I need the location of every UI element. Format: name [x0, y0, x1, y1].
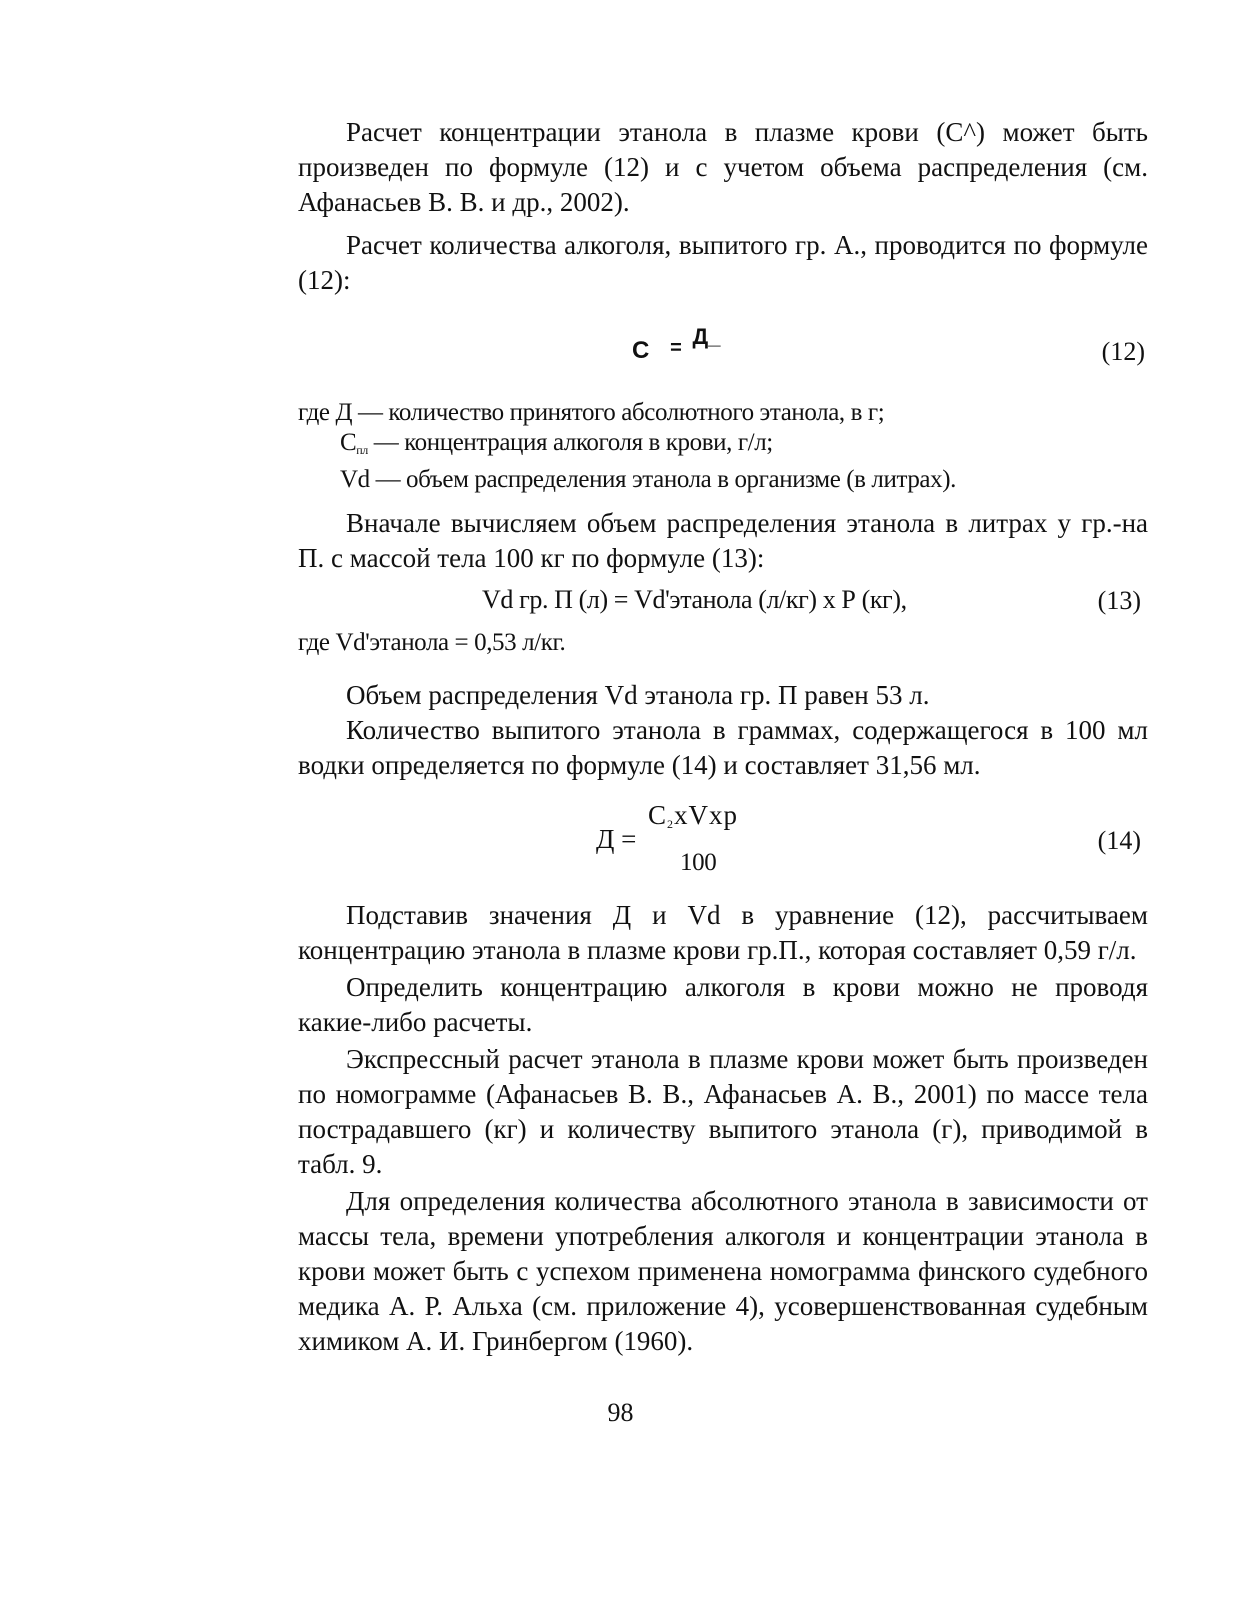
- equation-number-12: (12): [1101, 337, 1145, 366]
- definitions: [298, 398, 1148, 495]
- definition-cpl-symbol: С: [340, 429, 357, 456]
- definition-vd: Vd — объем распределения этанола в организме (в литрах).: [340, 466, 956, 493]
- formula-14-sub: 2: [667, 817, 675, 831]
- formula-14-c: С: [648, 800, 668, 830]
- page-number: 98: [607, 1398, 634, 1427]
- paragraph-substitution: Подставив значения Д и Vd в уравнение (12), рассчитываем концентрацию этанола в плазме крови гр.П., которая составляет 0,59 г/л.: [298, 900, 1148, 965]
- paragraph-block-1: [298, 115, 1148, 298]
- paragraph-block-2: [298, 506, 1148, 576]
- paragraph-no-calc: Определить концентрацию алкоголя в крови можно не проводя какие-либо расчеты.: [298, 972, 1148, 1037]
- paragraph-alcohol-amount: Расчет количества алкоголя, выпитого гр. А., проводится по формуле (12):: [298, 230, 1148, 295]
- formula-14-denominator: 100: [680, 849, 717, 876]
- definition-d: где Д — количество принятого абсолютного этанола, в г;: [298, 399, 885, 426]
- paragraph-ethanol-grams: Количество выпитого этанола в граммах, содержащегося в 100 мл водки определяется по формуле (14) и составляет 31,56 мл.: [298, 715, 1148, 780]
- formula-12-eq: =: [670, 337, 682, 359]
- paragraph-ethanol-concentration: Расчет концентрации этанола в плазме крови (С^) может быть произведен по формуле (12) и с учетом объема распределения (см. Афанасьев В. В. и др., 2002).: [298, 117, 1148, 217]
- definition-cpl: [298, 428, 1148, 465]
- formula-12-rhs: Д_: [692, 324, 721, 349]
- equation-number-14: (14): [1097, 826, 1141, 855]
- formula-12: [632, 324, 721, 365]
- equation-number-13: (13): [1097, 586, 1141, 615]
- formula-13: Vd гр. П (л) = Vd'этанола (л/кг) х Р (кг),: [482, 585, 907, 614]
- paragraph-block-4: [298, 898, 1148, 1359]
- definition-cpl-text: — концентрация алкоголя в крови, г/л;: [367, 429, 773, 456]
- paragraph-express-calc: Экспрессный расчет этанола в плазме крови может быть произведен по номограмме (Афанасьев В. В., Афанасьев А. В., 2001) по массе тела пострадавшего (кг) и количеству выпитого этанола (г), приводимой в табл. 9.: [298, 1044, 1148, 1179]
- paragraph-block-3: [298, 678, 1148, 783]
- paragraph-nomogram: Для определения количества абсолютного этанола в зависимости от массы тела, времени употребления алкоголя и концентрации этанола в крови может быть с успехом применена номограмма финского судебного медика А. Р. Альха (см. приложение 4), усовершенствованная судебным химиком А. И. Гринбергом (1960).: [298, 1186, 1148, 1356]
- formula-14-numerator: [648, 800, 738, 832]
- definition-cpl-sub: пл: [356, 443, 368, 457]
- formula-14-lhs: Д =: [596, 824, 637, 854]
- formula-12-lhs: С: [632, 337, 650, 364]
- paragraph-distribution-volume: Вначале вычисляем объем распределения этанола в литрах у гр.-на П. с массой тела 100 кг по формуле (13):: [298, 508, 1148, 573]
- formula-14-rest: хVхр: [674, 800, 739, 830]
- paragraph-vd-result: Объем распределения Vd этанола гр. П равен 53 л.: [346, 680, 930, 710]
- formula-13-where: где Vd'этанола = 0,53 л/кг.: [298, 629, 566, 656]
